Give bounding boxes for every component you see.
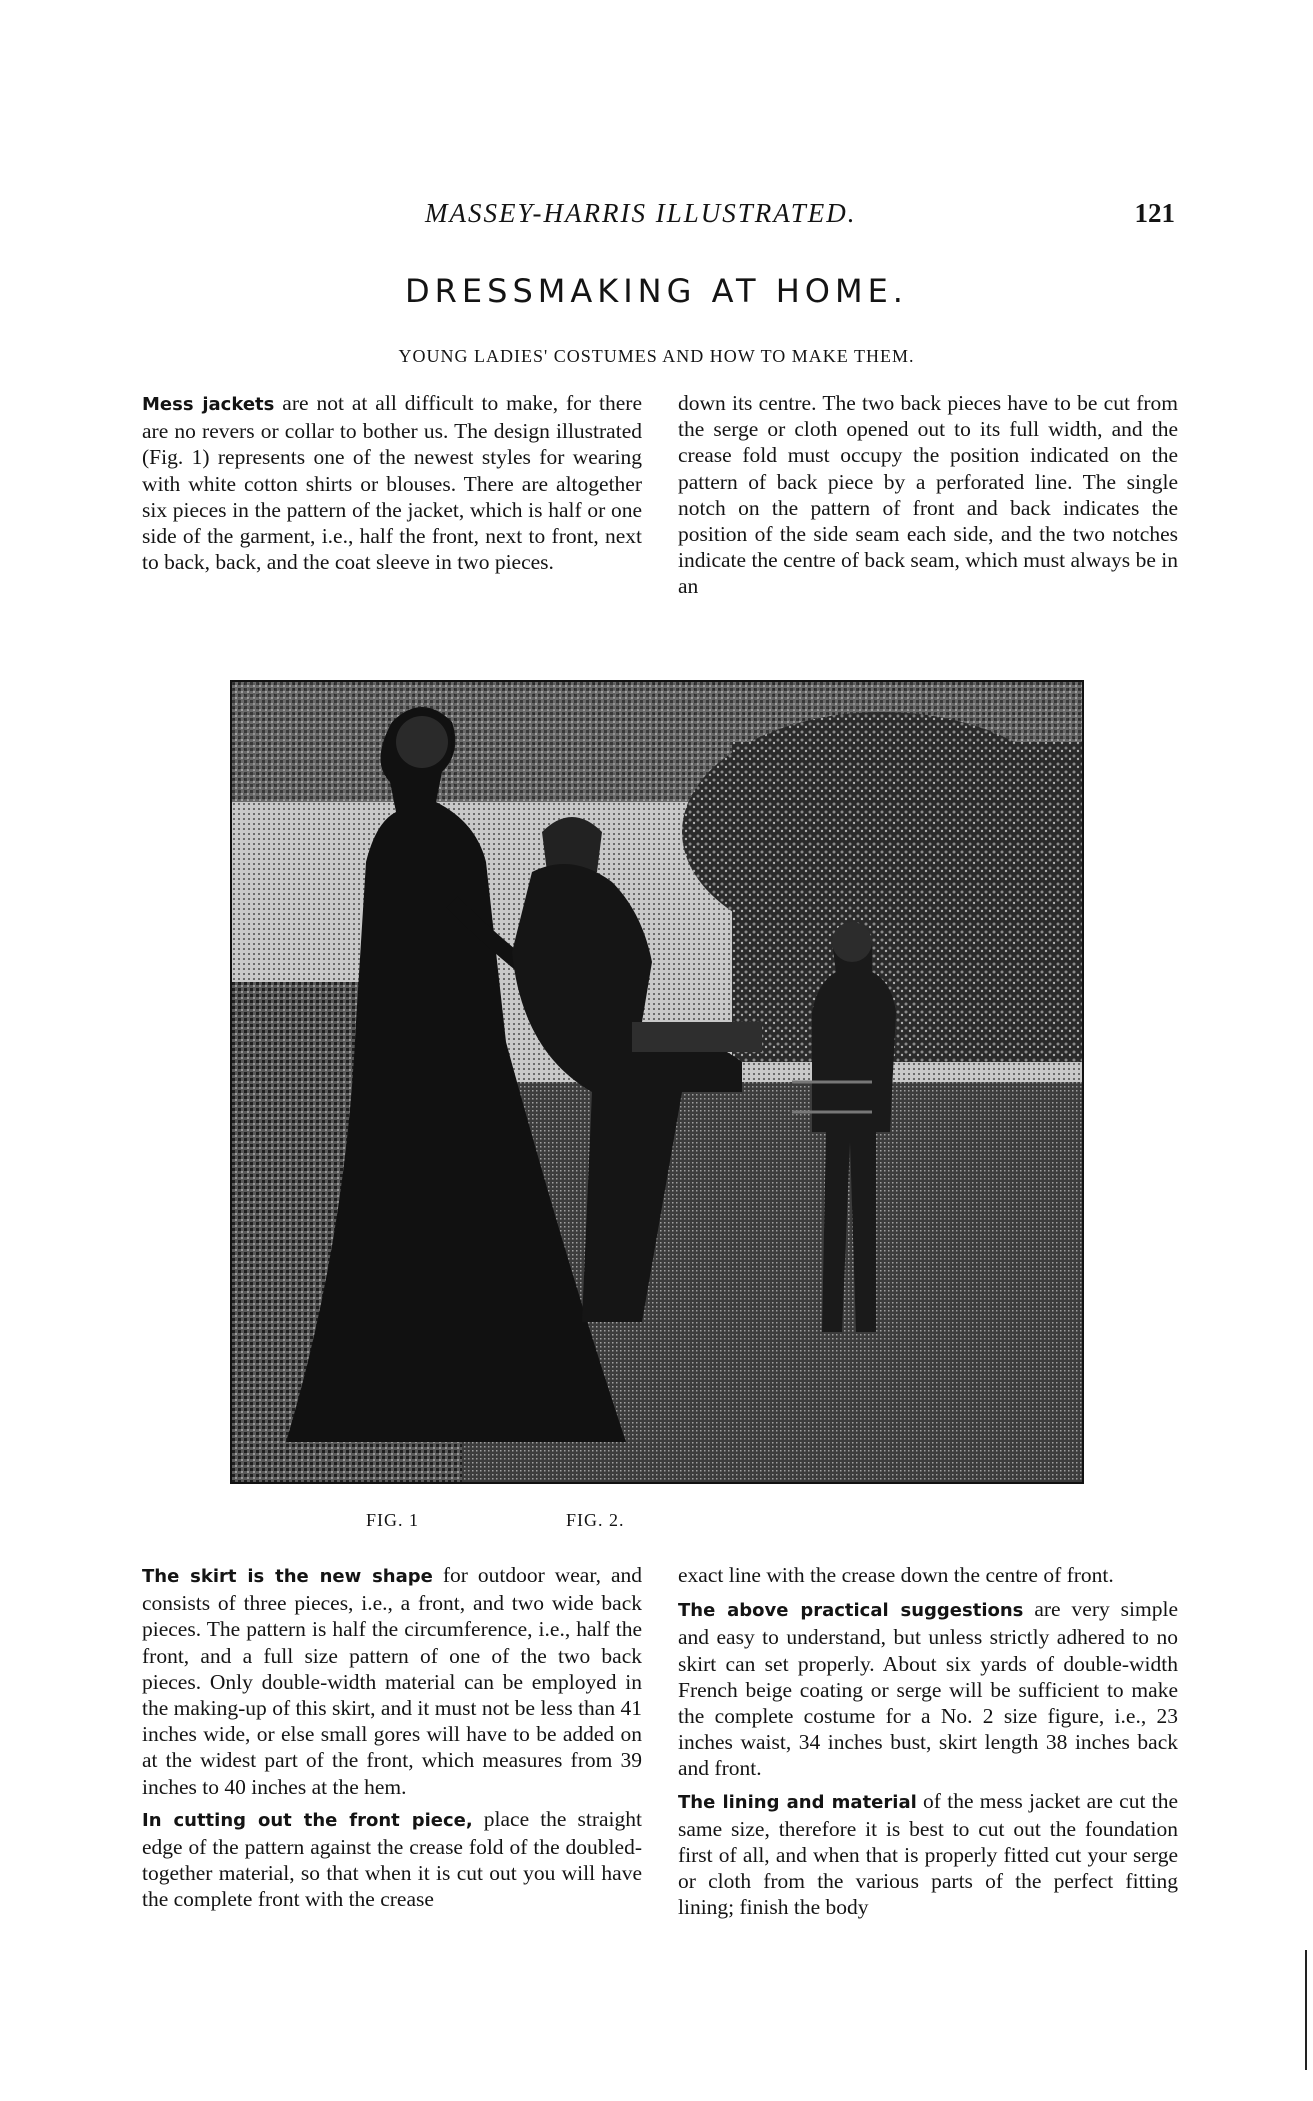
article-title: DRESSMAKING AT HOME. — [405, 272, 908, 310]
running-title: MASSEY-HARRIS ILLUSTRATED. — [425, 198, 857, 228]
paragraph-text: down its centre. The two back pieces have to be cut from the serge or cloth opened out to its full width, and the crease fold must occupy the position indicated on the pattern of back piece by a perforated line. The single notch on the pattern of front and back indicates the position of the side seam each side, and the two notches indicate the centre of back seam, which must always be in an — [678, 391, 1178, 599]
paragraph-lead: Mess jackets — [142, 394, 275, 415]
paragraph-text: place the straight edge of the pattern against the crease fold of the doubled-together material, so that when it is cut out you will have the complete front with the crease — [142, 1806, 643, 1912]
paragraph-text: of the mess jacket are cut the same size, therefore it is best to cut out the foundation first of all, and when that is properly fitted cut your serge or cloth from the various parts of the perfect fitting lining; finish the body — [678, 1788, 1178, 1920]
paragraph-text: exact line with the crease down the centre of front. — [678, 1563, 1114, 1587]
column-bottom-right — [678, 1562, 1178, 1927]
page-number: 121 — [1134, 198, 1175, 228]
margin-mark — [1305, 1950, 1311, 2070]
paragraph-lead: In cutting out the front piece, — [142, 1809, 473, 1831]
column-top-left — [142, 390, 642, 581]
paragraph — [678, 1562, 1178, 1590]
paragraph — [142, 390, 642, 575]
garden-scene-image — [232, 682, 1082, 1482]
paragraph-text: are very simple and easy to understand, but unless strictly adhered to no skirt can set properly. About six yards of double-width French beige coating or serge will be sufficient to make the complete costume for a No. 2 size figure, i.e., 23 inches waist, 34 inches bust, skirt length 38 inches back and front. — [678, 1597, 1179, 1781]
paragraph-text: are not at all difficult to make, for there are no revers or collar to bother us. The design illustrated (Fig. 1) represents one of the newest styles for wearing with white cotton shirts or blouses. There are altogether six pieces in the pattern of the jacket, which is half or one side of the garment, i.e., half the front, next to front, next to back, back, and the coat sleeve in two pieces. — [142, 391, 642, 575]
figure-caption-1: FIG. 1 — [366, 1510, 420, 1530]
paragraph-lead: The lining and material — [678, 1791, 917, 1813]
paragraph — [678, 1596, 1178, 1781]
paragraph-lead: The skirt is the new shape — [142, 1566, 433, 1587]
column-top-right — [678, 390, 1178, 606]
engraving-illustration — [230, 680, 1084, 1484]
running-head — [140, 198, 1175, 230]
column-bottom-left — [142, 1562, 642, 1919]
paragraph — [142, 1562, 642, 1800]
paragraph — [678, 390, 1178, 600]
paragraph — [678, 1788, 1178, 1921]
figure-caption-2: FIG. 2. — [566, 1510, 625, 1530]
article-subtitle: YOUNG LADIES' COSTUMES AND HOW TO MAKE THEM. — [398, 346, 915, 366]
paragraph-text: for outdoor wear, and consists of three pieces, i.e., a front, and two wide back pieces. The pattern is half the circumference, i.e., half the front, and a full size pattern of one of the two back pieces. Only double-width material can be employed in the making-up of this skirt, and it must not be less than 41 inches wide, or else small gores will have to be added on at the widest part of the front, which measures from 39 inches to 40 inches at the hem. — [142, 1563, 643, 1799]
paragraph-lead: The above practical suggestions — [678, 1600, 1024, 1622]
figure-captions — [0, 1510, 1313, 1538]
paragraph — [142, 1806, 642, 1913]
